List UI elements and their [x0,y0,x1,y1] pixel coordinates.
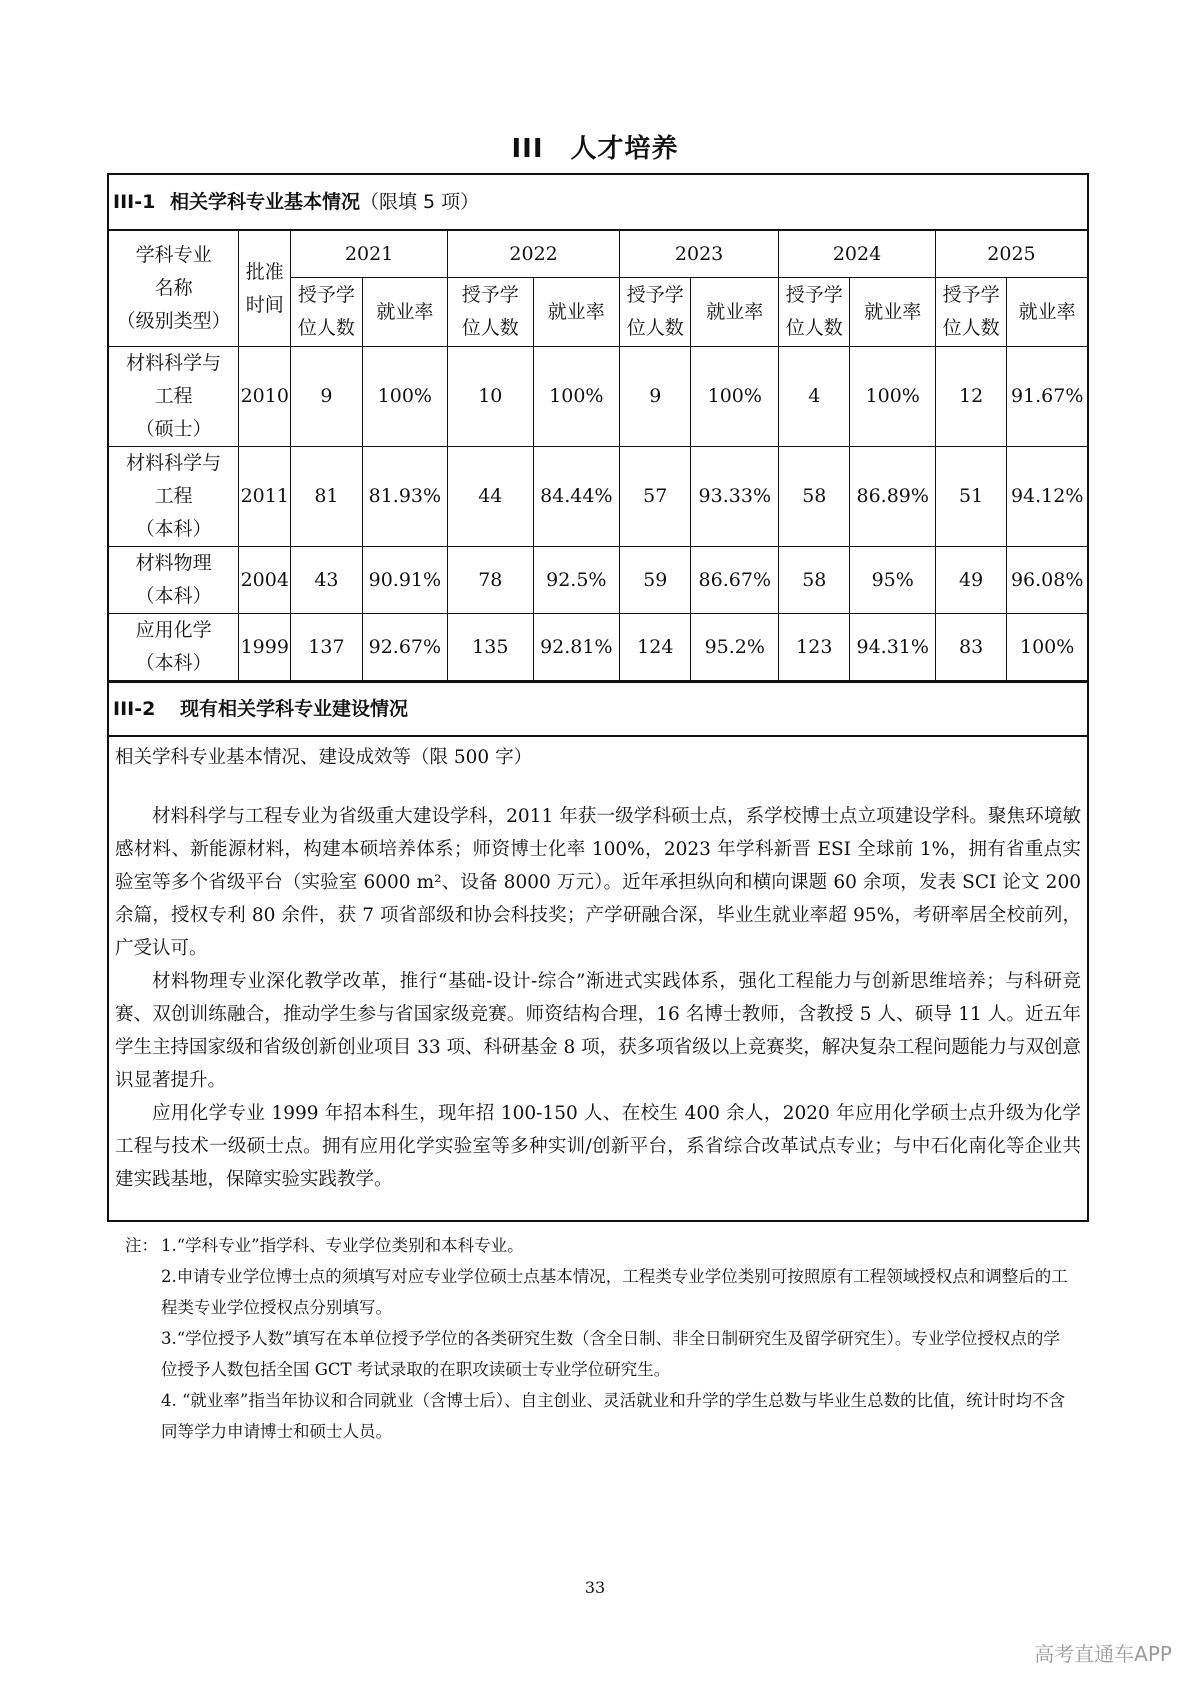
header-degree-line: 位人数 [942,317,1000,339]
note-item [125,1385,1075,1447]
note-text: 4. “就业率”指当年协议和合同就业（含博士后）、自主创业、灵活就业和升学的学生总数与毕业生总数的比值，统计时均不含同等学力申请博士和硕士人员。 [161,1391,1066,1441]
major-name-line: 工程 [154,485,193,507]
note-item [125,1230,1075,1261]
paragraph: 材料科学与工程专业为省级重大建设学科，2011 年获一级学科硕士点，系学校博士点立项建设学科。聚焦环境敏感材料、新能源材料，构建本硕培养体系；师资博士化率 100%，2023 年学科新晋 ESI 全球前 1%，拥有省重点实验室等多个省级平台（实验室 6000 m²、设备 8000 万元）。近年承担纵向和横向课题 60 余项，发表 SCI 论文 200 余篇，授权专利 80 余件，获 7 项省部级和协会科技奖；产学研融合深，毕业生就业率超 95%，考研率居全校前列，广受认可。 [115,806,1081,959]
employment-rate: 90.91% [362,547,447,614]
table-row [109,347,1087,447]
table-row [109,547,1087,614]
employment-rate: 92.5% [533,547,620,614]
major-name-line: （硕士） [135,418,212,440]
header-year: 2021 [291,231,448,278]
header-degree-line: 授予学 [297,284,355,306]
header-employment-rate: 就业率 [1007,278,1087,347]
employment-rate: 100% [1007,614,1087,681]
degree-count: 4 [779,347,850,447]
major-name-line: （本科） [135,585,212,607]
header-year: 2023 [620,231,779,278]
degree-count: 59 [620,547,691,614]
header-degree-count [291,278,362,347]
note-text: 3.“学位授予人数”填写在本单位授予学位的各类研究生数（含全日制、非全日制研究生及留学研究生）。专业学位授权点的学位授予人数包括全国 GCT 考试录取的在职攻读硕士专业学位研究生。 [161,1329,1060,1379]
degree-count: 51 [935,447,1006,547]
header-degree-line: 位人数 [626,317,684,339]
section1-title: 相关学科专业基本情况 [169,191,360,213]
notes [125,1230,1075,1447]
degree-count: 58 [779,447,850,547]
paragraph: 材料物理专业深化教学改革，推行“基础-设计-综合”渐进式实践体系，强化工程能力与创新思维培养；与科研竞赛、双创训练融合，推动学生参与省国家级竞赛。师资结构合理，16 名博士教师，含教授 5 人、硕导 11 人。近五年学生主持国家级和省级创新创业项目 33 项、科研基金 8 项，获多项省级以上竞赛奖，解决复杂工程问题能力与双创意识显著提升。 [115,971,1081,1091]
header-approval [239,231,291,347]
section1-note: （限填 5 项） [359,191,480,213]
employment-rate: 81.93% [362,447,447,547]
header-employment-rate: 就业率 [850,278,935,347]
header-degree-line: 位人数 [461,317,519,339]
header-degree-line: 位人数 [785,317,843,339]
page-title: III 人才培养 [511,134,679,164]
approval-year: 2004 [239,547,291,614]
major-name-line: 材料科学与 [126,352,222,374]
employment-rate: 100% [533,347,620,447]
note-item [125,1323,1075,1385]
section1-header [109,175,1087,231]
note-item [125,1261,1075,1323]
header-degree-line: 授予学 [942,284,1000,306]
table-row [109,447,1087,547]
header-degree-line: 授予学 [626,284,684,306]
employment-rate: 93.33% [691,447,779,547]
note-text: 1.“学科专业”指学科、专业学位类别和本科专业。 [161,1236,524,1255]
degree-count: 135 [448,614,533,681]
header-approval-line: 批准 [245,260,284,283]
employment-rate: 95.2% [691,614,779,681]
header-approval-line: 时间 [245,293,284,316]
majors-table [109,231,1087,681]
degree-count: 78 [448,547,533,614]
header-year: 2024 [779,231,936,278]
table-row [109,614,1087,681]
degree-count: 43 [291,547,362,614]
major-name-line: 材料科学与 [126,452,222,474]
section2-number: III-2 [113,698,156,720]
notes-label: 注： [125,1236,158,1255]
degree-count: 58 [779,547,850,614]
note-text: 2.申请专业学位博士点的须填写对应专业学位硕士点基本情况，工程类专业学位类别可按照原有工程领域授权点和调整后的工程类专业学位授权点分别填写。 [161,1267,1068,1317]
employment-rate: 92.67% [362,614,447,681]
employment-rate: 100% [850,347,935,447]
employment-rate: 86.67% [691,547,779,614]
header-employment-rate: 就业率 [362,278,447,347]
major-name-line: （本科） [135,652,212,674]
major-name [109,347,239,447]
degree-count: 123 [779,614,850,681]
degree-count: 9 [620,347,691,447]
degree-count: 44 [448,447,533,547]
degree-count: 10 [448,347,533,447]
header-degree-count [448,278,533,347]
section2-subtitle: 相关学科专业基本情况、建设成效等（限 500 字） [115,747,533,768]
employment-rate: 84.44% [533,447,620,547]
header-year: 2022 [448,231,620,278]
approval-year: 1999 [239,614,291,681]
degree-count: 81 [291,447,362,547]
employment-rate: 95% [850,547,935,614]
table-header-row [109,231,1087,278]
employment-rate: 92.81% [533,614,620,681]
header-degree-count [779,278,850,347]
section2-header [109,681,1087,737]
talent-training-form [107,173,1089,1222]
header-degree-line: 位人数 [297,317,355,339]
employment-rate: 86.89% [850,447,935,547]
employment-rate: 94.12% [1007,447,1087,547]
major-name-line: 应用化学 [135,619,212,641]
paragraph: 应用化学专业 1999 年招本科生，现年招 100-150 人、在校生 400 余人，2020 年应用化学硕士点升级为化学工程与技术一级硕士点。拥有应用化学实验室等多种实训/创新平台，系省综合改革试点专业；与中石化南化等企业共建实践基地，保障实验实践教学。 [115,1103,1081,1190]
header-employment-rate: 就业率 [533,278,620,347]
header-employment-rate: 就业率 [691,278,779,347]
watermark: 高考直通车APP [1034,1642,1172,1666]
header-major-line: 名称 [154,277,193,299]
header-major [109,231,239,347]
degree-count: 83 [935,614,1006,681]
header-major-line: 学科专业 [135,244,212,266]
employment-rate: 94.31% [850,614,935,681]
employment-rate: 91.67% [1007,347,1087,447]
degree-count: 9 [291,347,362,447]
header-degree-count [935,278,1006,347]
major-name [109,614,239,681]
degree-count: 57 [620,447,691,547]
employment-rate: 100% [362,347,447,447]
header-degree-line: 授予学 [461,284,519,306]
approval-year: 2010 [239,347,291,447]
degree-count: 124 [620,614,691,681]
degree-count: 12 [935,347,1006,447]
header-year: 2025 [935,231,1087,278]
major-name-line: （本科） [135,518,212,540]
employment-rate: 96.08% [1007,547,1087,614]
section2-body [109,737,1087,1220]
approval-year: 2011 [239,447,291,547]
major-name [109,547,239,614]
section2-title: 现有相关学科专业建设情况 [179,698,408,720]
major-name [109,447,239,547]
employment-rate: 100% [691,347,779,447]
section1-number: III-1 [113,191,156,213]
header-degree-count [620,278,691,347]
page-number: 33 [584,1578,606,1597]
major-name-line: 材料物理 [135,552,212,574]
header-major-line: （级别类型） [116,310,231,332]
degree-count: 137 [291,614,362,681]
degree-count: 49 [935,547,1006,614]
major-name-line: 工程 [154,385,193,407]
header-degree-line: 授予学 [785,284,843,306]
